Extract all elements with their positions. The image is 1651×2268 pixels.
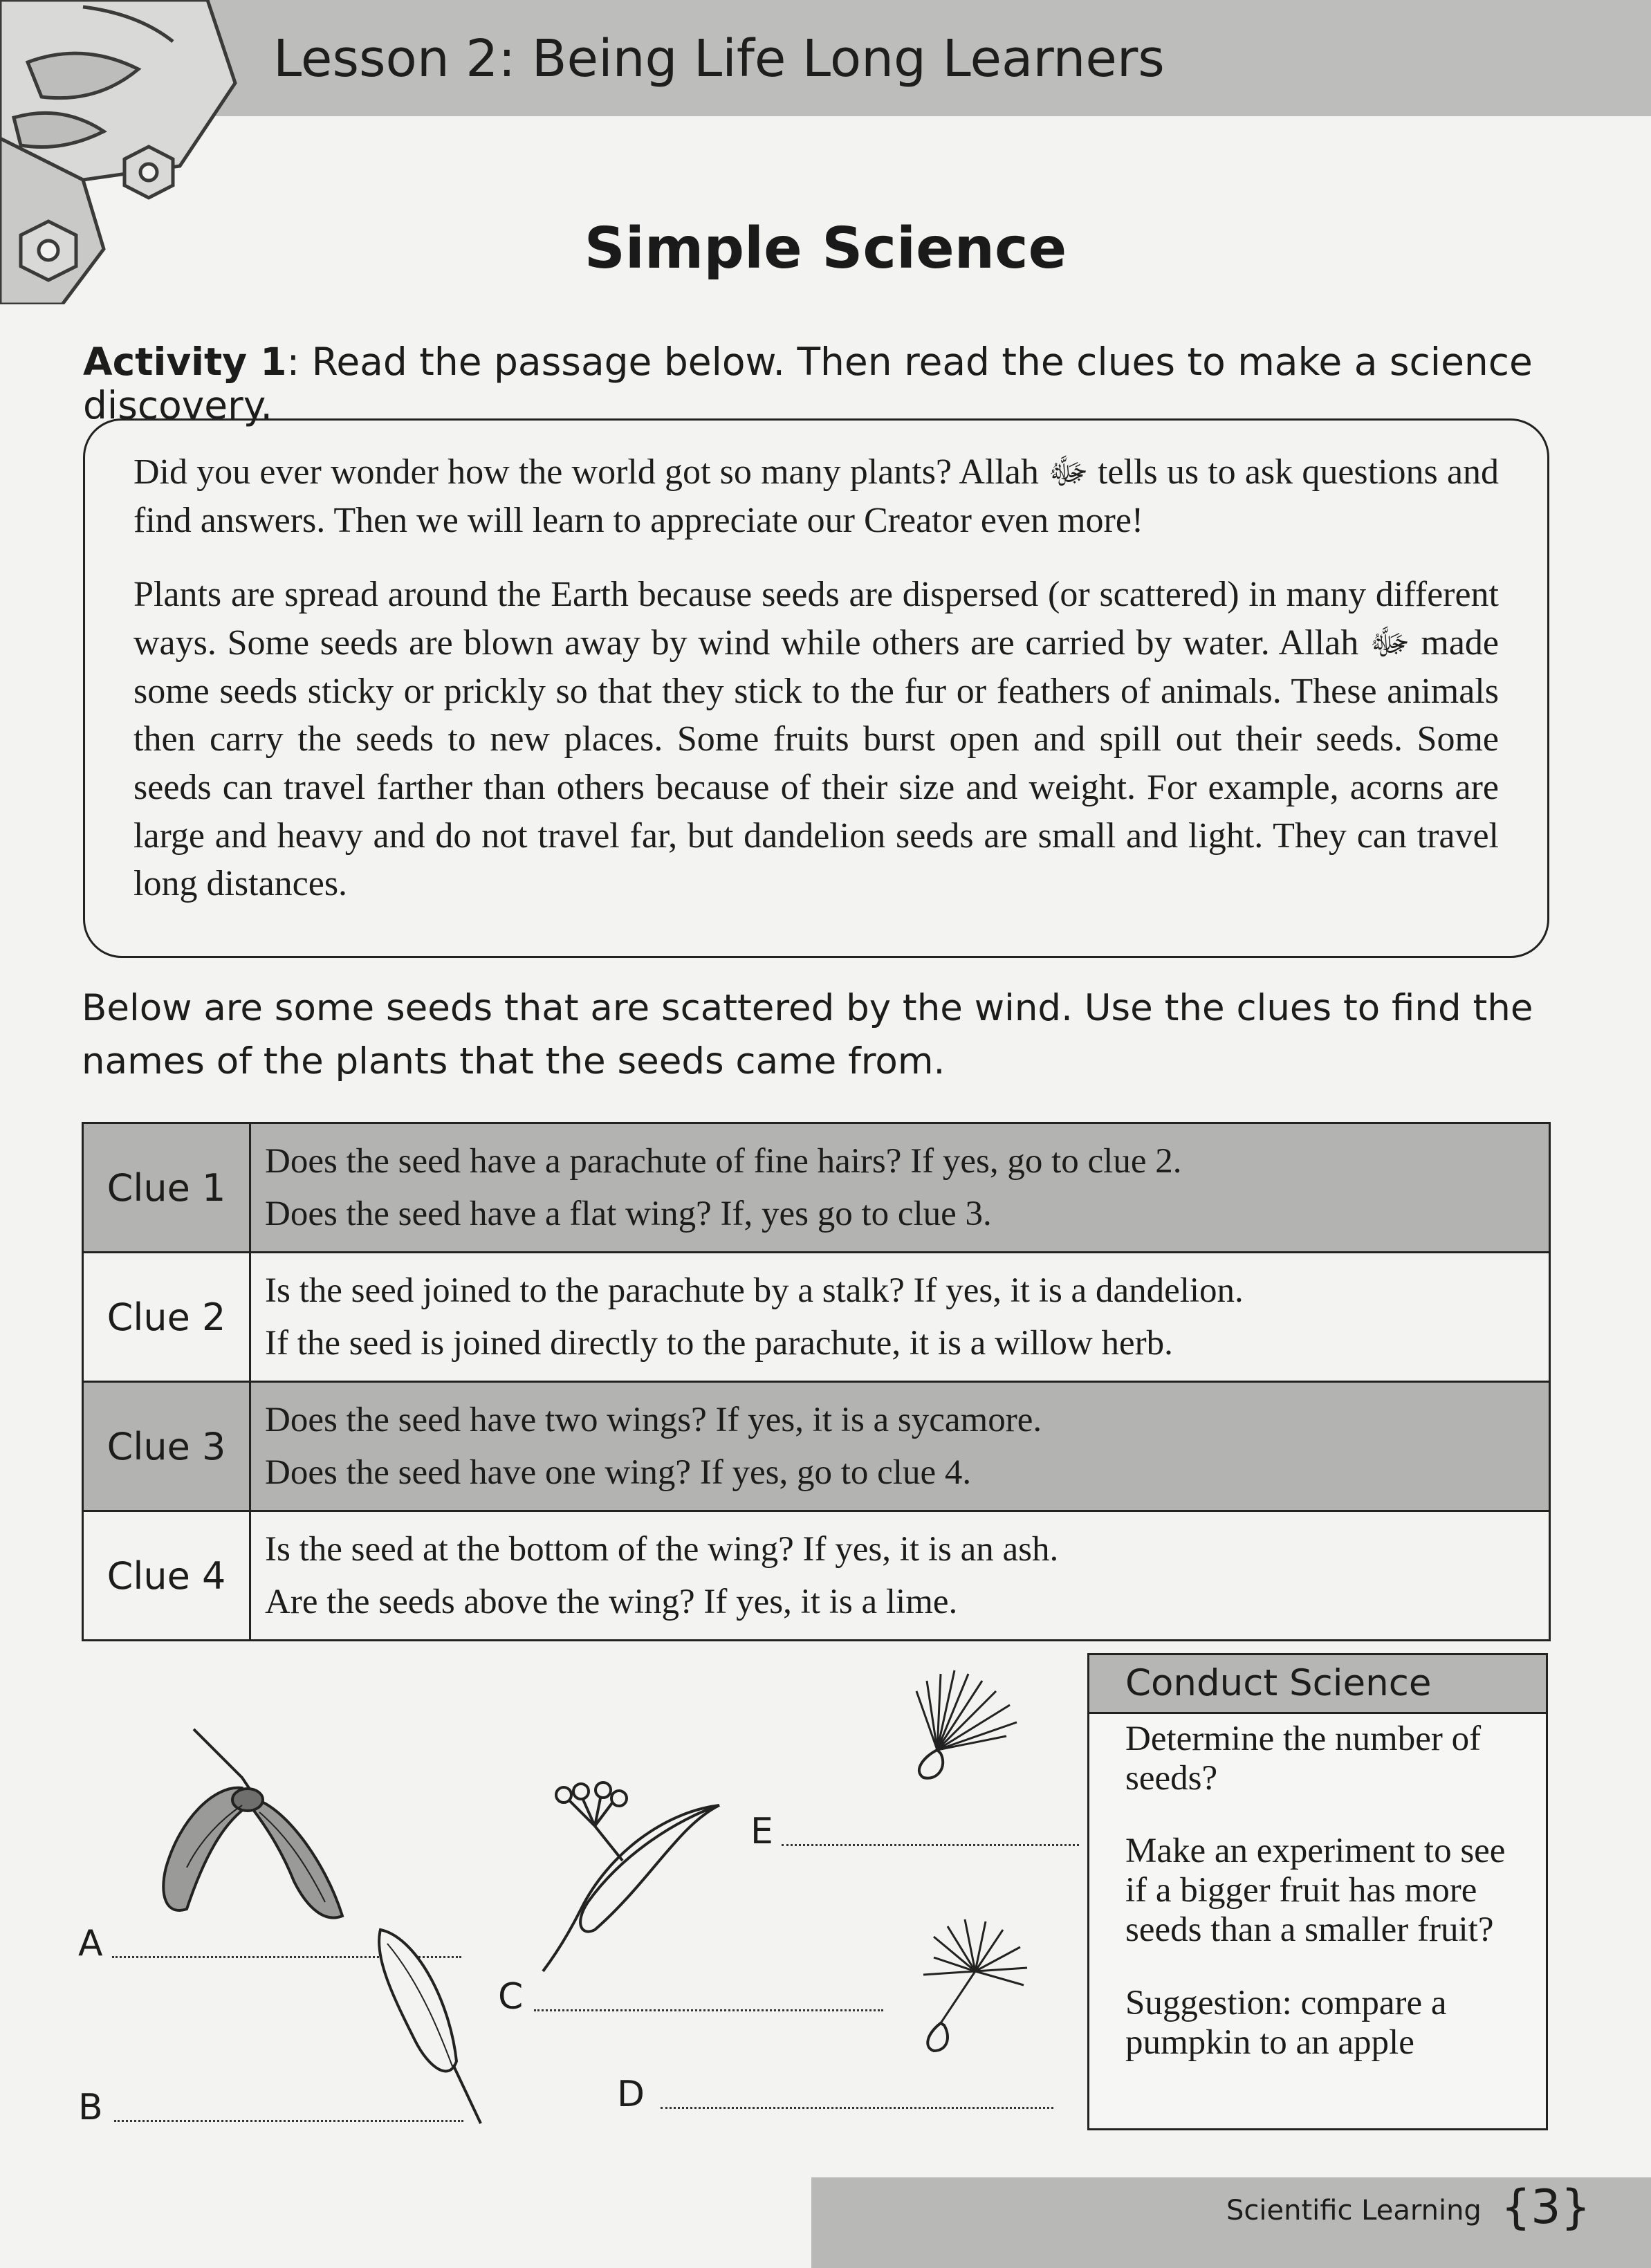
honorific-glyph: ﷻ — [1048, 452, 1089, 492]
lesson-title: Lesson 2: Being Life Long Learners — [273, 29, 1165, 89]
clue-label: Clue 1 — [83, 1123, 250, 1253]
table-row — [83, 1123, 1550, 1253]
clue-text — [250, 1511, 1550, 1641]
clue-line: Are the seeds above the wing? If yes, it is a lime. — [265, 1583, 958, 1621]
activity-instruction-text: : Read the passage below. Then read the clues to make a science discovery. — [83, 340, 1533, 428]
clue-line: If the seed is joined directly to the parachute, it is a willow herb. — [265, 1324, 1173, 1363]
answer-line[interactable] — [661, 2107, 1053, 2109]
conduct-science-title: Conduct Science — [1089, 1655, 1546, 1714]
clue-label: Clue 4 — [83, 1511, 250, 1641]
lime-seed-icon — [512, 1785, 733, 1978]
clue-text — [250, 1123, 1550, 1253]
conduct-science-body — [1089, 1714, 1546, 2063]
passage-paragraph-2 — [133, 571, 1499, 908]
conduct-item: Determine the number of seeds? — [1125, 1720, 1482, 1798]
seed-label: A — [78, 1923, 103, 1964]
answer-line[interactable] — [782, 1844, 1079, 1846]
passage-paragraph-1 — [133, 448, 1499, 544]
clue-line: Does the seed have two wings? If yes, it is a sycamore. — [265, 1400, 1042, 1439]
table-row — [83, 1253, 1550, 1382]
clue-label: Clue 3 — [83, 1382, 250, 1511]
clue-text — [250, 1382, 1550, 1511]
activity-label: Activity 1 — [83, 340, 287, 384]
conduct-item: Suggestion: compare a pumpkin to an apple — [1125, 1983, 1447, 2062]
passage-text: Plants are spread around the Earth because seeds are dispersed (or scattered) in many different ways. Some seeds are blown away by wind while others are carried by water. Allah — [133, 575, 1499, 663]
answer-line[interactable] — [534, 2009, 883, 2011]
passage-box — [83, 418, 1549, 958]
conduct-item: Make an experiment to see if a bigger fruit has more seeds than a smaller fruit? — [1125, 1832, 1506, 1950]
seed-label: D — [617, 2074, 645, 2115]
clue-line: Is the seed at the bottom of the wing? If yes, it is an ash. — [265, 1529, 1059, 1569]
seed-label: C — [498, 1976, 524, 2018]
passage-text: tells us to ask questions and find answers. Then we will learn to appreciate our Creator even more! — [133, 452, 1500, 540]
ash-seed-icon — [367, 1923, 491, 2130]
clue-line: Does the seed have a parachute of fine hairs? If yes, go to clue 2. — [265, 1141, 1182, 1181]
clue-table — [82, 1122, 1551, 1641]
answer-line[interactable] — [114, 2120, 463, 2122]
table-row — [83, 1382, 1550, 1511]
activity-instruction — [83, 340, 1577, 428]
passage-text: made some seeds sticky or prickly so that they stick to the fur or feathers of animals. These animals then carry the seeds to new places. Some fruits burst open and spill out their seeds. Some seeds can travel farther than others because of their size and weight. For example, acorns are large and heavy and do not travel far, but dandelion seeds are small and light. They can travel long distances. — [133, 623, 1500, 904]
sycamore-seed-icon — [138, 1708, 367, 1937]
willow-herb-seed-icon — [885, 1653, 1024, 1785]
honorific-glyph: ﷻ — [1369, 623, 1410, 663]
page-title: Simple Science — [584, 216, 1067, 282]
seed-label: E — [750, 1811, 773, 1852]
seed-label: B — [78, 2087, 103, 2128]
table-row — [83, 1511, 1550, 1641]
seed-instruction: Below are some seeds that are scattered by the wind. Use the clues to find the names of the plants that the seeds came from. — [82, 987, 1533, 1082]
clue-line: Does the seed have a flat wing? If, yes go to clue 3. — [265, 1195, 992, 1233]
dandelion-seed-icon — [892, 1916, 1031, 2054]
page-number: {3} — [1501, 2180, 1591, 2235]
clue-text — [250, 1253, 1550, 1382]
passage-text: Did you ever wonder how the world got so many plants? Allah — [133, 452, 1039, 492]
footer-section-label: Scientific Learning — [1226, 2195, 1482, 2226]
clue-label: Clue 2 — [83, 1253, 250, 1382]
conduct-science-box — [1087, 1653, 1548, 2130]
clue-line: Does the seed have one wing? If yes, go to clue 4. — [265, 1453, 972, 1492]
clue-line: Is the seed joined to the parachute by a stalk? If yes, it is a dandelion. — [265, 1271, 1244, 1310]
